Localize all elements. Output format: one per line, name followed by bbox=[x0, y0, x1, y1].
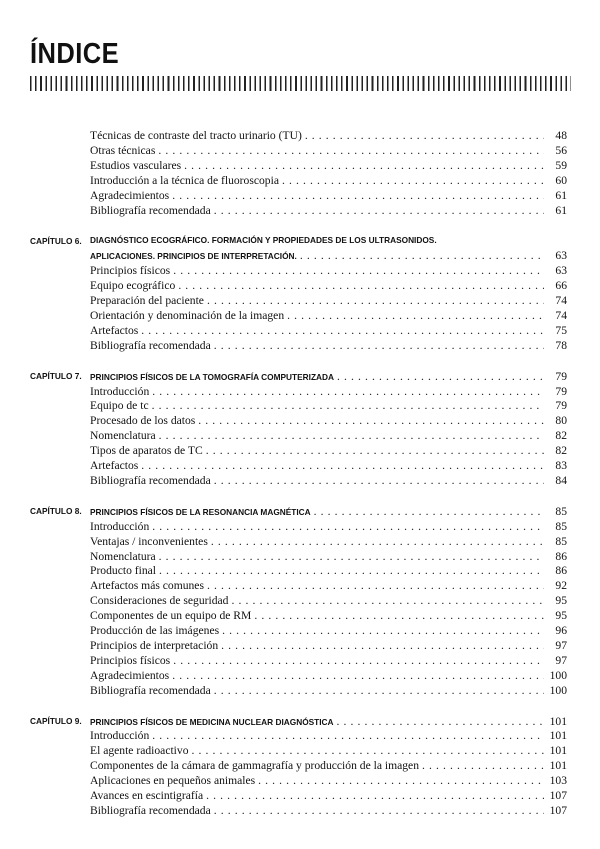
chapter-heading[interactable] bbox=[90, 369, 567, 384]
toc-entry-title: Nomenclatura bbox=[90, 549, 156, 563]
toc-entry[interactable] bbox=[90, 428, 567, 443]
toc-entry[interactable] bbox=[90, 668, 567, 683]
toc-entry-title: Introducción bbox=[90, 729, 150, 743]
toc-page-number: 59 bbox=[555, 158, 567, 172]
dot-leader bbox=[172, 188, 544, 203]
toc-entry-title: Equipo de tc bbox=[90, 399, 149, 413]
toc-entry[interactable] bbox=[90, 743, 567, 758]
dot-leader bbox=[152, 398, 544, 413]
toc-entry-title: Principios físicos bbox=[90, 264, 171, 278]
dot-leader bbox=[172, 668, 544, 683]
chapter-heading-text: PRINCIPIOS FÍSICOS DE LA RESONANCIA MAGNÉTICA bbox=[90, 506, 311, 517]
dot-leader bbox=[254, 608, 544, 623]
dot-leader bbox=[152, 519, 544, 534]
toc-page-number: 66 bbox=[555, 279, 567, 293]
toc-page-number: 74 bbox=[555, 294, 567, 307]
dot-leader bbox=[231, 593, 544, 608]
toc-page-number: 100 bbox=[549, 683, 567, 697]
toc-page-number: 85 bbox=[555, 504, 567, 518]
dot-leader bbox=[184, 158, 544, 173]
dot-leader bbox=[206, 443, 544, 458]
chapter-heading-text: PRINCIPIOS FÍSICOS DE LA TOMOGRAFÍA COMPUTERIZADA bbox=[90, 371, 334, 382]
toc-entry[interactable] bbox=[90, 653, 567, 668]
dot-leader bbox=[287, 308, 544, 323]
toc-entry[interactable] bbox=[90, 398, 567, 413]
toc-entry[interactable] bbox=[90, 593, 567, 608]
toc-entry-title: Principios de interpretación bbox=[90, 638, 219, 652]
toc-entry[interactable] bbox=[90, 323, 567, 338]
dot-leader bbox=[159, 549, 544, 564]
dot-leader bbox=[214, 683, 544, 698]
toc-entry[interactable] bbox=[90, 413, 567, 428]
toc-entry[interactable] bbox=[90, 623, 567, 638]
toc-entry-title: Principios físicos bbox=[90, 653, 171, 667]
toc-page-number: 82 bbox=[555, 444, 567, 458]
toc-entry-title: Bibliografía recomendada bbox=[90, 683, 211, 697]
toc-page-number: 74 bbox=[555, 308, 567, 322]
dot-leader bbox=[314, 504, 544, 519]
toc-page-number: 100 bbox=[549, 668, 567, 682]
dot-leader bbox=[152, 384, 544, 399]
toc-page-number: 107 bbox=[549, 803, 567, 817]
dot-leader bbox=[214, 803, 544, 818]
toc-entry-title: Bibliografía recomendada bbox=[90, 473, 211, 487]
chapter-heading[interactable] bbox=[90, 248, 567, 263]
chapter-label: CAPÍTULO 9. bbox=[30, 716, 82, 726]
dot-leader bbox=[173, 263, 544, 278]
toc-entry-title: Procesado de los datos bbox=[90, 414, 196, 428]
dot-leader bbox=[206, 788, 544, 803]
toc-entry-title: Aplicaciones en pequeños animales bbox=[90, 774, 256, 788]
toc-page-number: 101 bbox=[549, 744, 567, 758]
dot-leader bbox=[337, 714, 544, 729]
toc-entry-title: Consideraciones de seguridad bbox=[90, 594, 229, 608]
chapter-label: CAPÍTULO 6. bbox=[30, 235, 82, 246]
toc-entry-title: Estudios vasculares bbox=[90, 158, 182, 172]
toc-page-number: 92 bbox=[555, 579, 567, 593]
toc-page-number: 61 bbox=[555, 203, 567, 217]
toc-entry[interactable] bbox=[90, 758, 567, 773]
dot-leader bbox=[211, 534, 544, 549]
toc-entry-title: Producción de las imágenes bbox=[90, 624, 220, 637]
toc-entry[interactable] bbox=[90, 293, 567, 308]
dot-leader bbox=[305, 128, 544, 143]
toc-page-number: 85 bbox=[555, 534, 567, 548]
toc-entry-title: Componentes de un equipo de RM bbox=[90, 609, 252, 623]
toc-entry[interactable] bbox=[90, 263, 567, 278]
dot-leader bbox=[300, 248, 544, 263]
toc-entry-title: Ventajas / inconvenientes bbox=[90, 534, 208, 548]
dot-leader bbox=[214, 338, 544, 353]
toc-page-number: 85 bbox=[555, 519, 567, 533]
chapter-heading[interactable] bbox=[90, 504, 567, 519]
toc-entry[interactable] bbox=[90, 534, 567, 549]
toc-entry[interactable] bbox=[90, 128, 567, 143]
toc-entry[interactable] bbox=[90, 158, 567, 173]
toc-page-number: 95 bbox=[555, 609, 567, 623]
toc-page-number: 83 bbox=[555, 459, 567, 472]
toc-entry-title: Equipo ecográfico bbox=[90, 279, 176, 293]
chapter-label: CAPÍTULO 8. bbox=[30, 506, 82, 517]
toc-entry-title: Nomenclatura bbox=[90, 429, 156, 443]
toc-page-number: 48 bbox=[555, 129, 567, 142]
toc-entry[interactable] bbox=[90, 173, 567, 188]
dot-leader bbox=[337, 369, 544, 384]
dot-leader bbox=[214, 473, 544, 488]
toc-entry-title: Preparación del paciente bbox=[90, 294, 204, 307]
toc-page-number: 79 bbox=[555, 384, 567, 398]
dot-leader bbox=[173, 653, 544, 668]
dot-leader bbox=[159, 428, 544, 443]
toc-page-number: 82 bbox=[555, 429, 567, 443]
toc-entry[interactable] bbox=[90, 773, 567, 788]
toc-entry[interactable] bbox=[90, 563, 567, 578]
toc-entry-title: Otras técnicas bbox=[90, 143, 156, 157]
dot-leader bbox=[158, 143, 544, 158]
dot-leader bbox=[159, 563, 544, 578]
toc-entry[interactable] bbox=[90, 683, 567, 698]
dot-leader bbox=[141, 323, 544, 338]
toc-page-number: 63 bbox=[555, 249, 567, 263]
toc-entry[interactable] bbox=[90, 638, 567, 653]
dot-leader bbox=[207, 578, 544, 593]
chapter-heading[interactable] bbox=[90, 714, 567, 729]
toc-entry[interactable] bbox=[90, 578, 567, 593]
chapter-heading-text: PRINCIPIOS FÍSICOS DE MEDICINA NUCLEAR DIAGNÓSTICA bbox=[90, 716, 334, 727]
dot-leader bbox=[222, 623, 544, 638]
toc-page-number: 107 bbox=[549, 789, 567, 802]
toc-entry-title: Orientación y denominación de la imagen bbox=[90, 308, 285, 322]
chapter-heading-text: DIAGNÓSTICO ECOGRÁFICO. FORMACIÓN Y PROPIEDADES DE LOS ULTRASONIDOS. bbox=[90, 235, 437, 246]
toc-entry-title: Bibliografía recomendada bbox=[90, 203, 211, 217]
toc-entry-title: Avances en escintigrafía bbox=[90, 789, 204, 802]
toc-page-number: 79 bbox=[555, 399, 567, 413]
page-title: ÍNDICE bbox=[30, 38, 120, 70]
toc-entry[interactable] bbox=[90, 728, 567, 743]
dot-leader bbox=[198, 413, 544, 428]
toc-entry-title: Agradecimientos bbox=[90, 188, 170, 202]
toc-entry-title: Agradecimientos bbox=[90, 668, 170, 682]
toc-page-number: 101 bbox=[549, 729, 567, 743]
toc-page-number: 97 bbox=[555, 653, 567, 667]
toc-entry-title: Producto final bbox=[90, 564, 157, 578]
toc-page-number: 84 bbox=[555, 473, 567, 487]
dot-leader bbox=[214, 203, 544, 218]
dot-leader bbox=[207, 293, 544, 308]
toc-page-number: 97 bbox=[555, 638, 567, 652]
toc-entry[interactable] bbox=[90, 608, 567, 623]
toc-entry[interactable] bbox=[90, 278, 567, 293]
chapter-label: CAPÍTULO 7. bbox=[30, 371, 82, 382]
toc-page-number: 103 bbox=[549, 774, 567, 788]
toc-page-number: 60 bbox=[555, 173, 567, 187]
decorative-bar-strip bbox=[30, 76, 571, 91]
toc-entry[interactable] bbox=[90, 519, 567, 534]
toc-entry-title: Introducción bbox=[90, 519, 150, 533]
toc-entry[interactable] bbox=[90, 458, 567, 473]
toc-page-number: 95 bbox=[555, 594, 567, 608]
toc-entry-title: Técnicas de contraste del tracto urinario (TU) bbox=[90, 129, 302, 142]
toc-page-number: 78 bbox=[555, 338, 567, 352]
toc-entry-title: Artefactos bbox=[90, 459, 139, 472]
toc-entry-title: Componentes de la cámara de gammagrafía y producción de la imagen bbox=[90, 759, 420, 773]
toc-entry[interactable] bbox=[90, 203, 567, 218]
toc-entry[interactable] bbox=[90, 443, 567, 458]
toc-entry-title: Artefactos bbox=[90, 323, 139, 337]
toc-entry[interactable] bbox=[90, 549, 567, 564]
dot-leader bbox=[178, 278, 544, 293]
toc-entry[interactable] bbox=[90, 338, 567, 353]
toc-page-number: 96 bbox=[555, 624, 567, 637]
toc-entry-title: Introducción a la técnica de fluoroscopia bbox=[90, 173, 279, 187]
dot-leader bbox=[282, 173, 544, 188]
toc-page-number: 101 bbox=[549, 759, 567, 773]
toc-entry-title: Bibliografía recomendada bbox=[90, 803, 211, 817]
toc-entry-title: Bibliografía recomendada bbox=[90, 338, 211, 352]
dot-leader bbox=[221, 638, 544, 653]
toc-page-number: 86 bbox=[555, 549, 567, 563]
dot-leader bbox=[141, 458, 544, 473]
toc-page-number: 75 bbox=[555, 323, 567, 337]
dot-leader bbox=[258, 773, 544, 788]
toc-page-number: 80 bbox=[555, 414, 567, 428]
toc-entry[interactable] bbox=[90, 803, 567, 818]
toc-entry[interactable] bbox=[90, 473, 567, 488]
toc-page-number: 61 bbox=[555, 188, 567, 202]
toc-entry-title: Artefactos más comunes bbox=[90, 579, 204, 593]
dot-leader bbox=[192, 743, 544, 758]
toc-entry[interactable] bbox=[90, 188, 567, 203]
toc-entry[interactable] bbox=[90, 308, 567, 323]
toc-entry[interactable] bbox=[90, 384, 567, 399]
toc-entry-title: Tipos de aparatos de TC bbox=[90, 444, 203, 458]
toc-page-number: 79 bbox=[555, 369, 567, 383]
toc-entry-title: Introducción bbox=[90, 384, 150, 398]
toc-entry[interactable] bbox=[90, 788, 567, 803]
toc-page-number: 63 bbox=[555, 264, 567, 278]
chapter-heading-text: APLICACIONES. PRINCIPIOS DE INTERPRETACIÓN. bbox=[90, 251, 297, 262]
toc-page-number: 56 bbox=[555, 143, 567, 157]
toc-page-number: 86 bbox=[555, 564, 567, 578]
dot-leader bbox=[422, 758, 544, 773]
dot-leader bbox=[152, 728, 544, 743]
toc-entry[interactable] bbox=[90, 143, 567, 158]
toc-page-number: 101 bbox=[549, 714, 567, 728]
toc-entry-title: El agente radioactivo bbox=[90, 744, 189, 758]
